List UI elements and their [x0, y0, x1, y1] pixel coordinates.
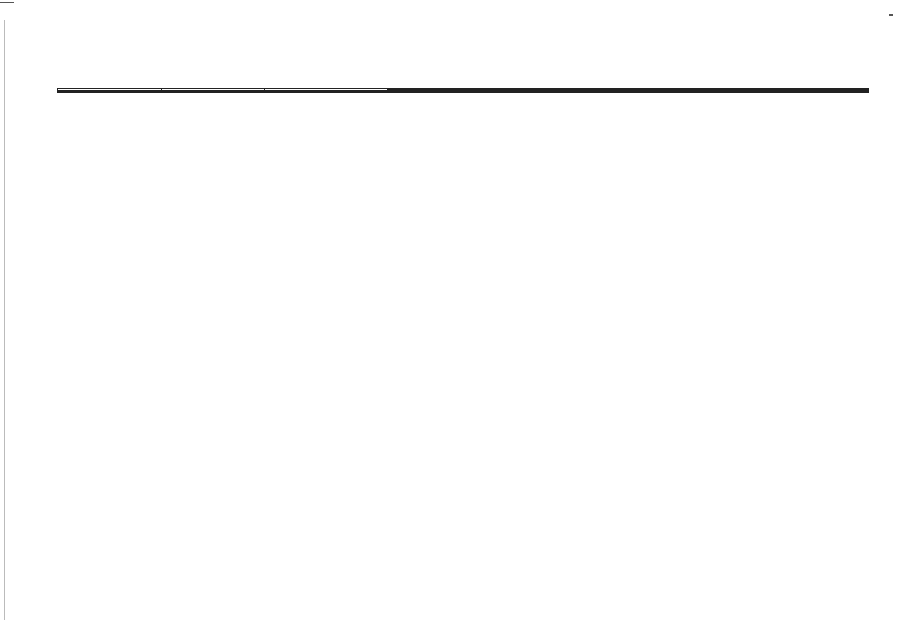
budget-table: [57, 88, 869, 93]
scan-edge-left: [4, 20, 5, 620]
expense-value-cell: [470, 92, 552, 93]
expense-value-cell: [552, 92, 634, 93]
scan-mark-top-left: [0, 2, 14, 3]
customer-cell: [265, 92, 388, 93]
expense-value-cell: [717, 92, 799, 93]
expense-value-cell: [634, 92, 717, 93]
scan-mark-top-right: [889, 14, 893, 16]
expense-value-cell: [799, 92, 869, 93]
table-row: [58, 92, 869, 93]
expense-value-cell: [388, 92, 470, 93]
program-status-cell: [58, 92, 265, 93]
